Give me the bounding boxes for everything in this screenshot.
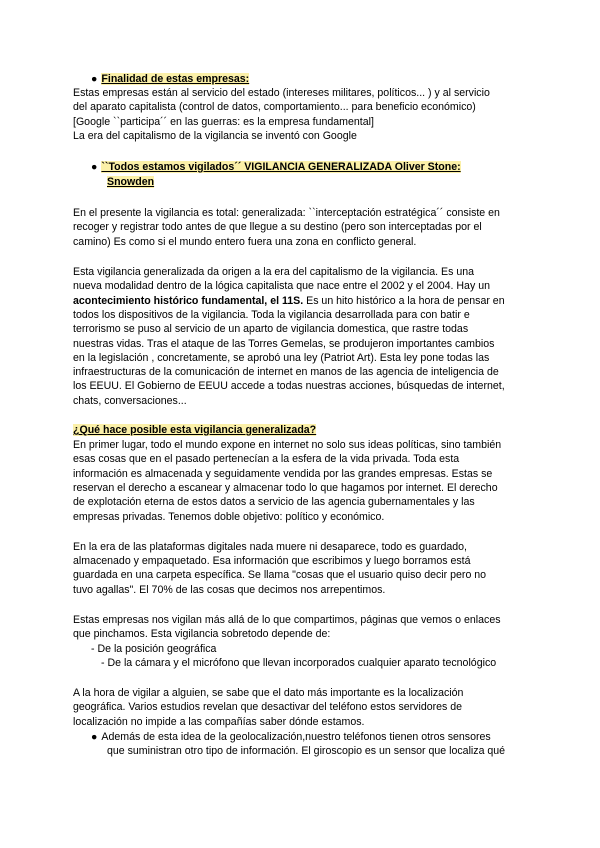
paragraph-line: reservan el derecho a escanear y almacenar todo lo que hagamos por internet. El derecho	[73, 482, 498, 494]
paragraph-line: Esta vigilancia generalizada da origen a la era del capitalismo de la vigilancia. Es una	[73, 266, 475, 278]
paragraph-line: En primer lugar, todo el mundo expone en internet no solo sus ideas políticas, sino también	[73, 439, 502, 451]
paragraph-line: de explotación eterna de estos datos a servicio de las agencia gubernamentales y las	[73, 496, 475, 508]
paragraph-line: del aparato capitalista (control de datos, comportamiento... para beneficio económico)	[73, 101, 476, 113]
heading-finalidad	[91, 73, 249, 86]
paragraph-line: tuvo agallas". El 70% de las cosas que decimos nos arrepentimos.	[73, 584, 386, 596]
paragraph-line: En la era de las plataformas digitales nada muere ni desaparece, todo es guardado,	[73, 541, 467, 553]
bullet-icon: ●	[91, 731, 98, 743]
paragraph-line: A la hora de vigilar a alguien, se sabe que el dato más importante es la localización	[73, 687, 464, 699]
paragraph-line: recoger y registrar todo antes de que llegue a su destino (pero son interceptadas por el	[73, 221, 482, 233]
bold-event: acontecimiento histórico fundamental, el 11S.	[73, 295, 304, 307]
bullet-item	[91, 731, 491, 744]
paragraph-line: infraestructuras de la comunicación de internet en manos de las agencia de inteligencia de	[73, 366, 499, 378]
paragraph-line: todos los dispositivos de la vigilancia. Toda la vigilancia desarrollada para con batir e	[73, 309, 470, 321]
heading-vigilancia-line2	[107, 176, 154, 189]
paragraph-line: que pinchamos. Esta vigilancia sobretodo depende de:	[73, 628, 331, 640]
heading-finalidad-text: Finalidad de estas empresas:	[101, 73, 250, 85]
paragraph-line: guardada en una carpeta específica. Se llama "cosas que el usuario quiso decir pero no	[73, 569, 487, 581]
paragraph-line: En el presente la vigilancia es total: generalizada: ``interceptación estratégica´´ consiste en	[73, 207, 500, 219]
paragraph-line	[73, 295, 505, 308]
paragraph-line: Estas empresas están al servicio del estado (intereses militares, políticos... ) y al servicio	[73, 87, 490, 99]
heading-vigilancia	[91, 161, 461, 174]
bullet-item-line2: que suministran otro tipo de información. El giroscopio es un sensor que localiza qué	[107, 745, 506, 757]
paragraph-line: nuestras vidas. Tras el ataque de las Torres Gemelas, se produjeron importantes cambios	[73, 338, 495, 350]
heading-que-hace-posible	[73, 424, 316, 437]
paragraph-line: esas cosas que en el pasado pertenecían a la esfera de la vida privada. Toda esta	[73, 453, 460, 465]
heading-vigilancia-line2-text: Snowden	[107, 176, 155, 188]
paragraph-line: nueva modalidad dentro de la lógica capitalista que nace entre el 2002 y el 2004. Hay un	[73, 280, 490, 292]
paragraph-line: los EEUU. El Gobierno de EEUU accede a todas nuestras acciones, búsquedas de internet,	[73, 380, 505, 392]
list-item: - De la posición geográfica	[91, 643, 217, 655]
paragraph-line: información es almacenada y seguidamente vendida por las grandes empresas. Estas se	[73, 468, 493, 480]
paragraph-line: terrorismo se puso al servicio de un aparto de vigilancia domestica, que rastre todas	[73, 323, 469, 335]
list-item: - De la cámara y el micrófono que llevan incorporados cualquier aparato tecnológico	[101, 657, 497, 669]
paragraph-line: Estas empresas nos vigilan más allá de lo que compartimos, páginas que vemos o enlaces	[73, 614, 501, 626]
bullet-icon: ●	[91, 161, 98, 173]
bullet-item-line1: Además de esta idea de la geolocalización,nuestro teléfonos tienen otros sensores	[101, 731, 491, 743]
heading-vigilancia-line1: ``Todos estamos vigilados´´ VIGILANCIA GENERALIZADA Oliver Stone:	[101, 161, 461, 173]
paragraph-line: camino) Es como si el mundo entero fuera una zona en conflicto general.	[73, 236, 417, 248]
paragraph-line: empresas privadas. Tenemos doble objetivo: político y económico.	[73, 511, 385, 523]
paragraph-line: [Google ``participa´´ en las guerras: es la empresa fundamental]	[73, 116, 374, 128]
heading-que-hace-posible-text: ¿Qué hace posible esta vigilancia generalizada?	[73, 424, 317, 436]
paragraph-text: Es un hito histórico a la hora de pensar en	[303, 295, 505, 307]
paragraph-line: almacenado y empaquetado. Esa información que escribimos y luego borramos está	[73, 555, 471, 567]
paragraph-line: en la legislación , concretamente, se aprobó una ley (Patriot Art). Esta ley pone todas las	[73, 352, 490, 364]
paragraph-line: geográfica. Varios estudios revelan que desactivar del teléfono estos servidores de	[73, 701, 463, 713]
paragraph-line: localización no impide a las compañías saber dónde estamos.	[73, 716, 365, 728]
paragraph-line: chats, conversaciones...	[73, 395, 187, 407]
paragraph-line: La era del capitalismo de la vigilancia se inventó con Google	[73, 130, 357, 142]
bullet-icon: ●	[91, 73, 98, 85]
